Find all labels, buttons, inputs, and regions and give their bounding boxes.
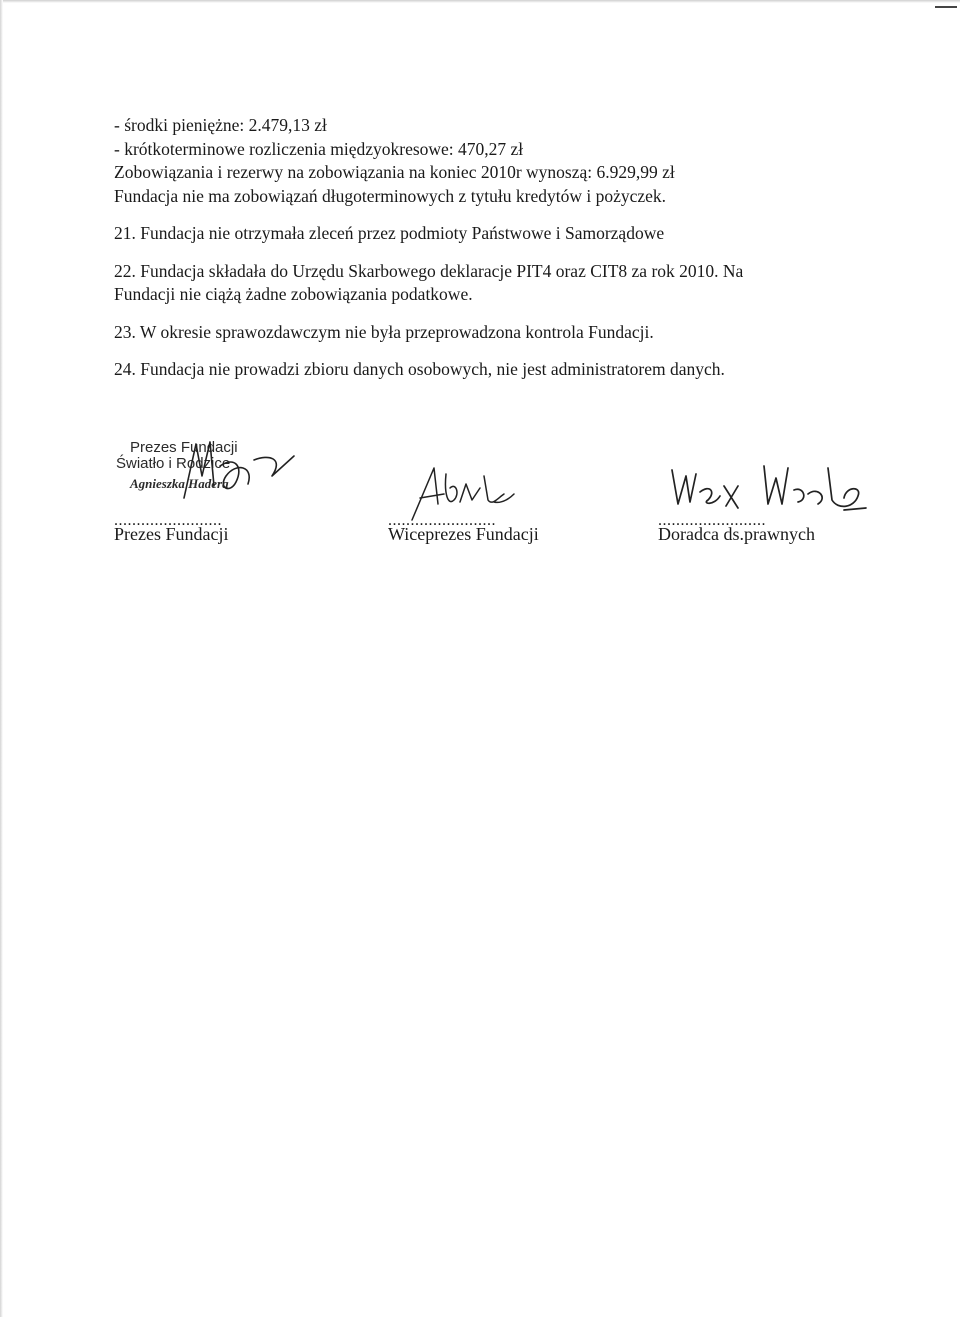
signature-line-legal-advisor: ........................ bbox=[658, 512, 766, 529]
stamp-person-name: Agnieszka Hadera bbox=[130, 476, 229, 491]
line-prepayments: - krótkoterminowe rozliczenia międzyokresowe: 470,27 zł bbox=[114, 138, 524, 159]
scan-edge-left bbox=[0, 0, 3, 1317]
signature-line-president: ........................ bbox=[114, 512, 222, 529]
item-22-line-1: 22. Fundacja składała do Urzędu Skarbowego deklaracje PIT4 oraz CIT8 za rok 2010. Na bbox=[114, 260, 744, 281]
stamp-foundation-name: Światło i Rodzice bbox=[116, 455, 231, 472]
document-body bbox=[114, 114, 814, 382]
paragraph-gap bbox=[114, 208, 814, 222]
scan-edge-top bbox=[0, 0, 960, 3]
item-24: 24. Fundacja nie prowadzi zbioru danych osobowych, nie jest administratorem danych. bbox=[114, 359, 725, 379]
line-cash: - środki pieniężne: 2.479,13 zł bbox=[114, 115, 327, 135]
item-23: 23. W okresie sprawozdawczym nie była przeprowadzona kontrola Fundacji. bbox=[114, 321, 654, 342]
paragraph-gap bbox=[114, 344, 814, 358]
handwritten-signature-president bbox=[144, 436, 294, 506]
line-long-term-liabilities: Fundacja nie ma zobowiązań długoterminowych z tytułu kredytów i pożyczek. bbox=[114, 185, 667, 206]
line-liabilities: Zobowiązania i rezerwy na zobowiązania na koniec 2010r wynoszą: 6.929,99 zł bbox=[114, 162, 675, 182]
signature-section bbox=[0, 430, 960, 570]
signature-line-vice-president: ........................ bbox=[388, 512, 496, 529]
role-vice-president: Wiceprezes Fundacji bbox=[388, 524, 539, 544]
item-22-line-2: Fundacji nie ciążą żadne zobowiązania podatkowe. bbox=[114, 284, 473, 304]
scan-mark bbox=[935, 6, 957, 8]
stamp-title: Prezes Fundacji bbox=[130, 439, 238, 456]
role-legal-advisor: Doradca ds.prawnych bbox=[658, 524, 815, 544]
role-president: Prezes Fundacji bbox=[114, 524, 229, 544]
paragraph-gap bbox=[114, 307, 814, 321]
paragraph-gap bbox=[114, 246, 814, 260]
item-21: 21. Fundacja nie otrzymała zleceń przez podmioty Państwowe i Samorządowe bbox=[114, 223, 665, 243]
